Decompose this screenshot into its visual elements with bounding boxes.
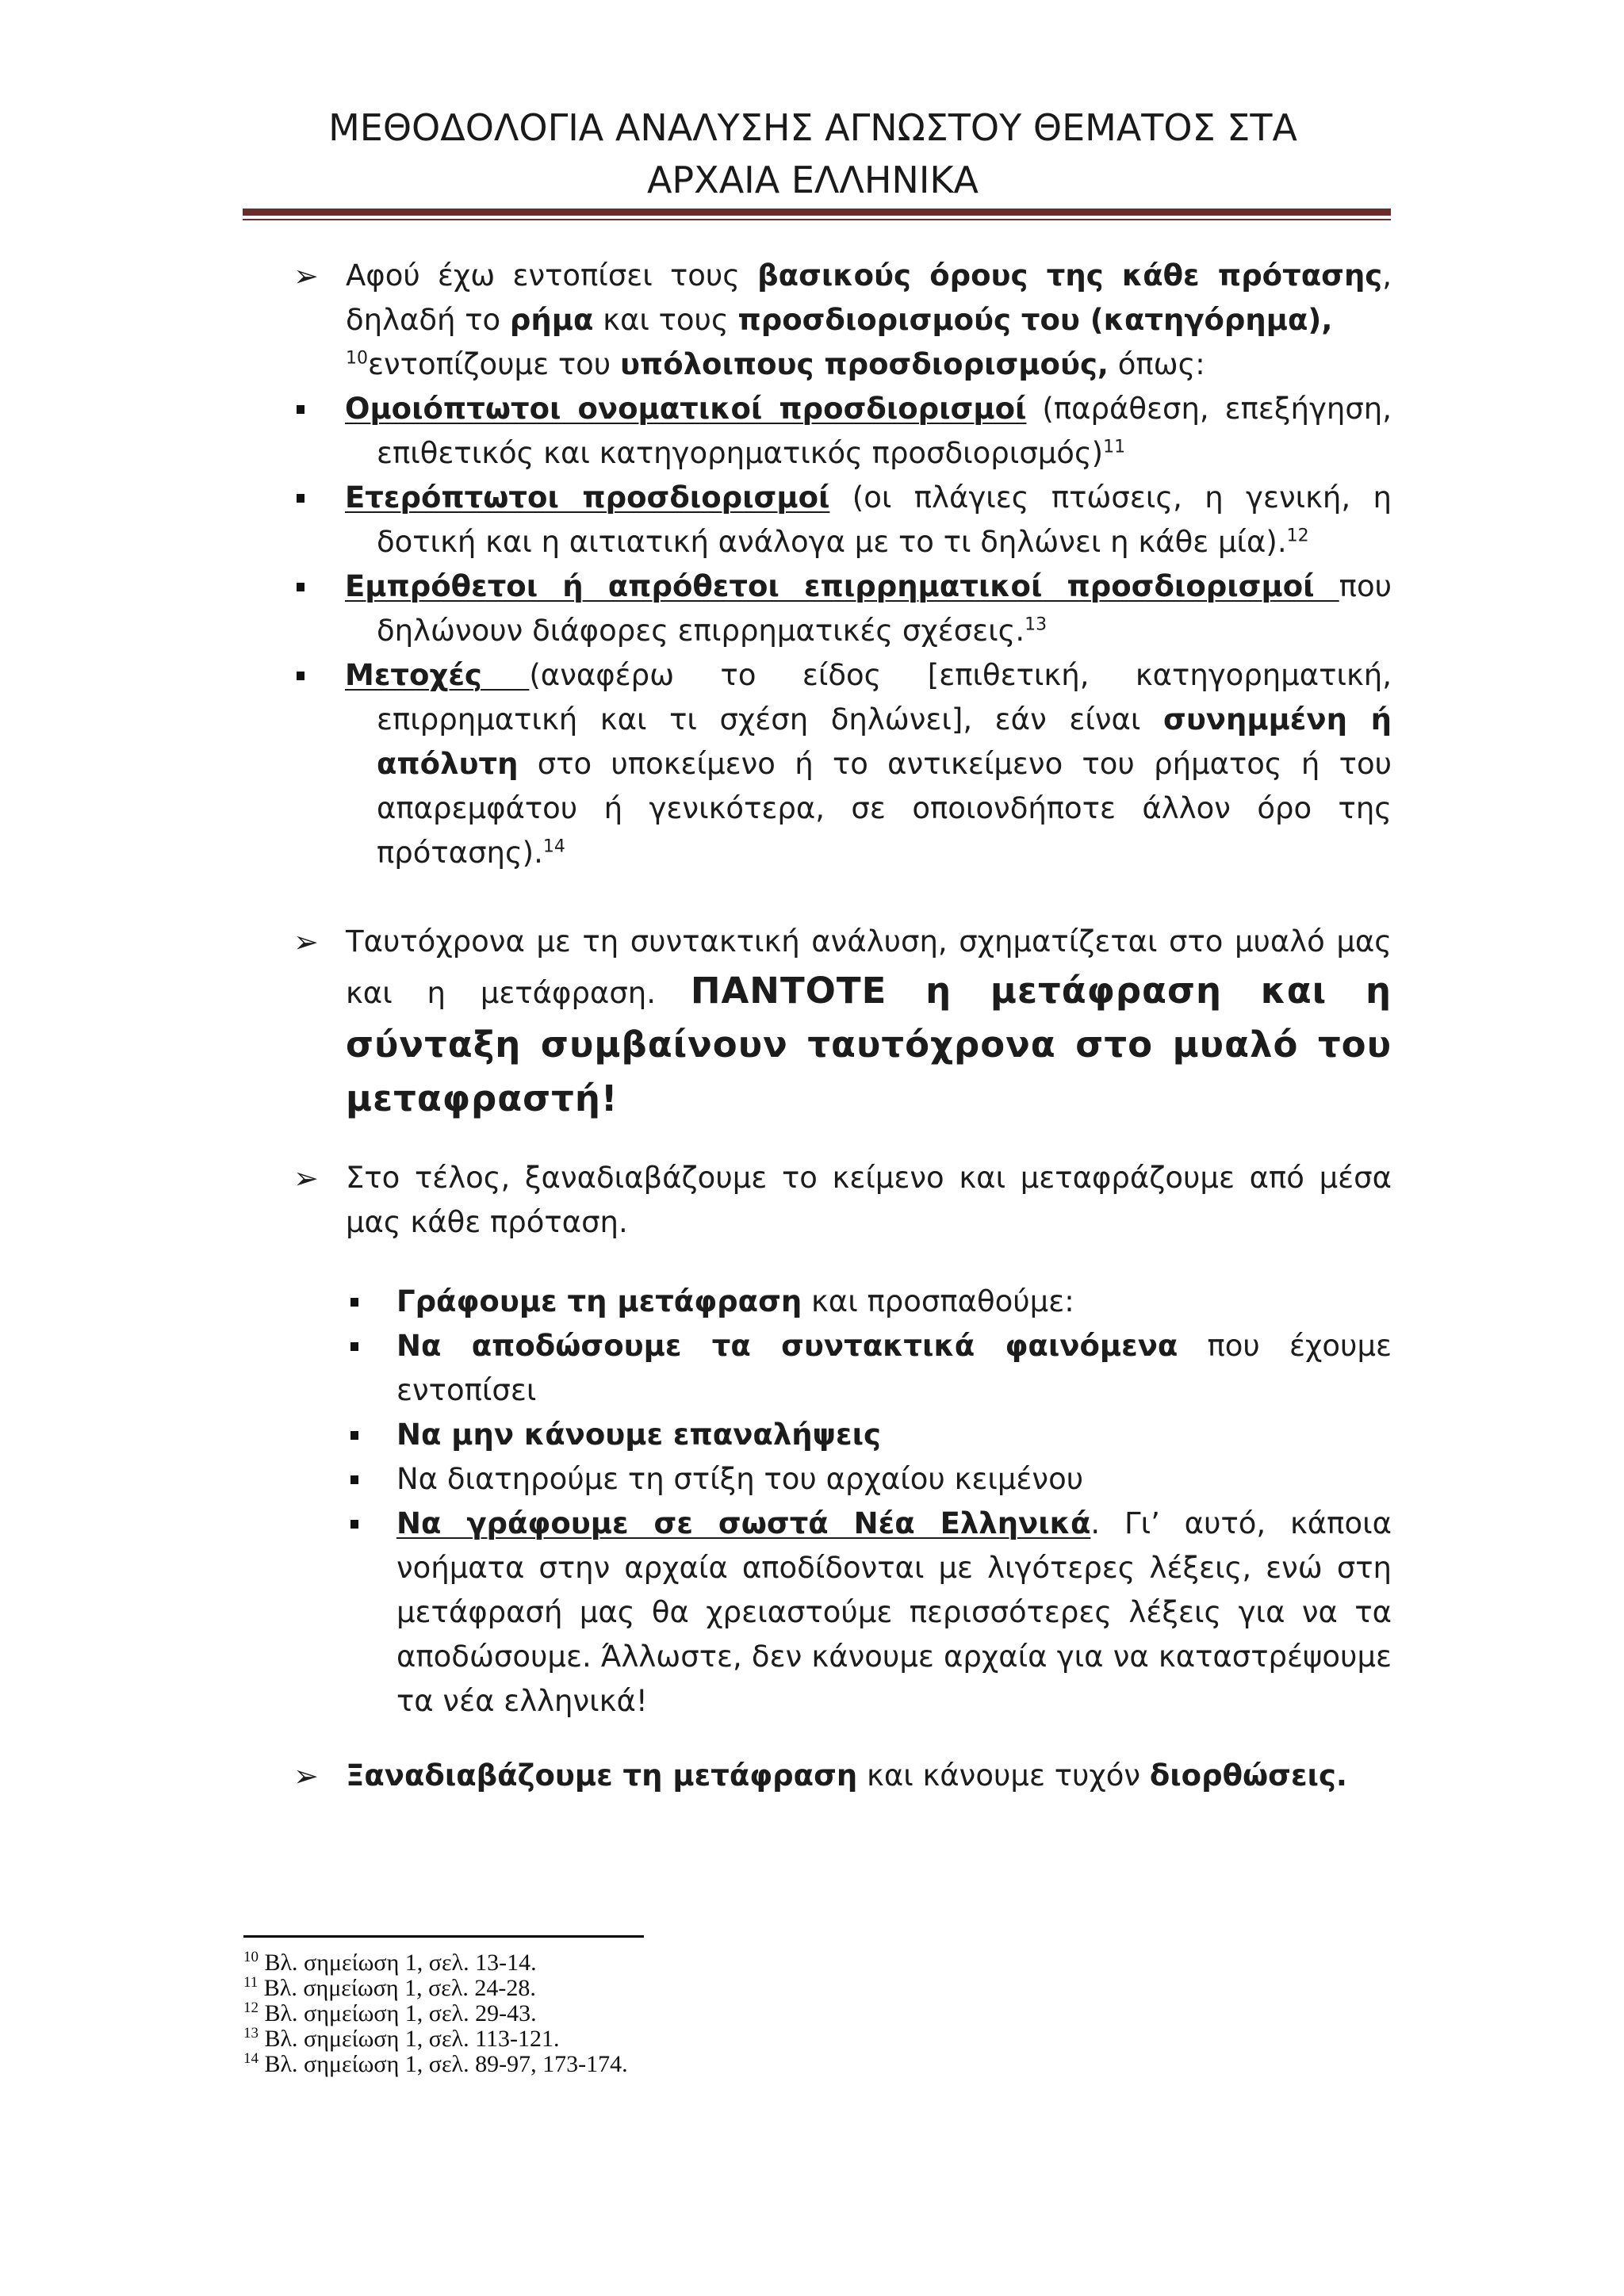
list-item-homoptotic: Ομοιόπτωτοι ονοματικοί προσδιορισμοί (παράθεση, επεξήγηση, επιθετικός και κατηγορηματικός προσδιορισμός)$^{11}$ <box>293 387 1392 476</box>
list-item-render-phenomena: Να αποδώσουμε τα συντακτικά φαινόμενα που έχουμε εντοπίσει <box>293 1324 1392 1413</box>
header-rule-thin <box>243 219 1391 220</box>
footnote-13: $^{13}$ Βλ. σημείωση 1, σελ. 113-121. <box>243 2025 560 2052</box>
paragraph-identify-terms: ➢ Αφού έχω εντοπίσει τους βασικούς όρους της κάθε πρότασης, δηλαδή το ρήμα και τους προσδιορισμούς του (κατηγόρημα), $^{10}$εντοπίζουμε του υπόλοιπους προσδιορισμούς, όπως: <box>293 254 1392 387</box>
footnote-12: $^{12}$ Βλ. σημείωση 1, σελ. 29-43. <box>243 1999 537 2026</box>
footnote-ref-13: 13 <box>1025 614 1048 635</box>
paragraph-simultaneous-translation: ➢ Ταυτόχρονα με τη συντακτική ανάλυση, σχηματίζεται στο μυαλό μας και η μετάφραση. ΠΑΝΤΟΤΕ η μετάφραση και η σύνταξη συμβαίνουν ταυτόχρονα στο μυαλό του μεταφραστή! <box>293 920 1392 1126</box>
square-bullet-icon <box>350 1431 358 1440</box>
header-title-line-1: ΜΕΘΟΔΟΛΟΓΙΑ ΑΝΑΛΥΣΗΣ ΑΓΝΩΣΤΟΥ ΘΕΜΑΤΟΣ ΣΤΑ <box>328 106 1297 149</box>
arrow-bullet-icon: ➢ <box>293 1161 319 1196</box>
footnote-11: $^{11}$ Βλ. σημείωση 1, σελ. 24-28. <box>243 1974 536 2001</box>
header-rule-thick <box>243 209 1391 216</box>
square-bullet-icon <box>297 672 304 680</box>
arrow-bullet-icon: ➢ <box>293 924 319 959</box>
list-item-modern-greek: Να γράφουμε σε σωστά Νέα Ελληνικά. Γι’ αυτό, κάποια νοήματα στην αρχαία αποδίδονται με λιγότερες λέξεις, ενώ στη μετάφρασή μας θα χρειαστούμε περισσότερες λέξεις για να τα αποδώσουμε. Άλλωστε, δεν κάνουμε αρχαία για να καταστρέψουμε τα νέα ελληνικά! <box>293 1502 1392 1724</box>
footnote-separator <box>243 1935 644 1938</box>
footnote-ref-14: 14 <box>542 836 565 857</box>
arrow-bullet-icon: ➢ <box>293 1758 319 1793</box>
square-bullet-icon <box>297 583 304 591</box>
header-title-line-2: ΑΡΧΑΙΑ ΕΛΛΗΝΙΚΑ <box>646 159 979 201</box>
document-body <box>293 254 1392 1798</box>
footnote-14: $^{14}$ Βλ. σημείωση 1, σελ. 89-97, 173-174. <box>243 2050 628 2077</box>
list-item-heteroptotic: Ετερόπτωτοι προσδιορισμοί (οι πλάγιες πτώσεις, η γενική, η δοτική και η αιτιατική ανάλογα με το τι δηλώνει η κάθε μία).$^{12}$ <box>293 476 1392 564</box>
square-bullet-icon <box>350 1342 358 1351</box>
list-item-write-translation: Γράφουμε τη μετάφραση και προσπαθούμε: <box>293 1280 1392 1324</box>
list-item-participles: Μετοχές (αναφέρω το είδος [επιθετική, κατηγορηματική, επιρρηματική και τι σχέση δηλώνει], εάν είναι συνημμένη ή απόλυτη στο υποκείμενο ή το αντικείμενο του ρήματος ή του απαρεμφάτου ή γενικότερα, σε οποιονδήποτε άλλον όρο της πρότασης).$^{14}$ <box>293 653 1392 875</box>
list-item-punctuation: Να διατηρούμε τη στίξη του αρχαίου κειμένου <box>293 1457 1392 1502</box>
footnote-10: $^{10}$ Βλ. σημείωση 1, σελ. 13-14. <box>243 1949 537 1976</box>
list-item-adverbial: Εμπρόθετοι ή απρόθετοι επιρρηματικοί προσδιορισμοί που δηλώνουν διάφορες επιρρηματικές σχέσεις.$^{13}$ <box>293 564 1392 653</box>
footnotes <box>243 1950 957 2077</box>
arrow-bullet-icon: ➢ <box>293 258 319 293</box>
footnote-ref-12: 12 <box>1286 526 1309 546</box>
paragraph-final-corrections: ➢ Ξαναδιαβάζουμε τη μετάφραση και κάνουμε τυχόν διορθώσεις. <box>293 1754 1392 1798</box>
footnote-ref-10: 10 <box>346 348 368 369</box>
square-bullet-icon <box>350 1520 358 1529</box>
footnote-ref-11: 11 <box>1103 437 1126 457</box>
emphasis-statement: ΠΑΝΤΟΤΕ η μετάφραση και η σύνταξη συμβαίνουν ταυτόχρονα στο μυαλό του μεταφραστή! <box>346 970 1392 1119</box>
square-bullet-icon <box>297 405 304 414</box>
square-bullet-icon <box>297 494 304 503</box>
page-header <box>238 101 1388 206</box>
square-bullet-icon <box>350 1475 358 1484</box>
paragraph-reread: ➢ Στο τέλος, ξαναδιαβάζουμε το κείμενο και μεταφράζουμε από μέσα μας κάθε πρόταση. <box>293 1156 1392 1245</box>
square-bullet-icon <box>350 1298 358 1307</box>
list-item-no-repetition: Να μην κάνουμε επαναλήψεις <box>293 1413 1392 1457</box>
